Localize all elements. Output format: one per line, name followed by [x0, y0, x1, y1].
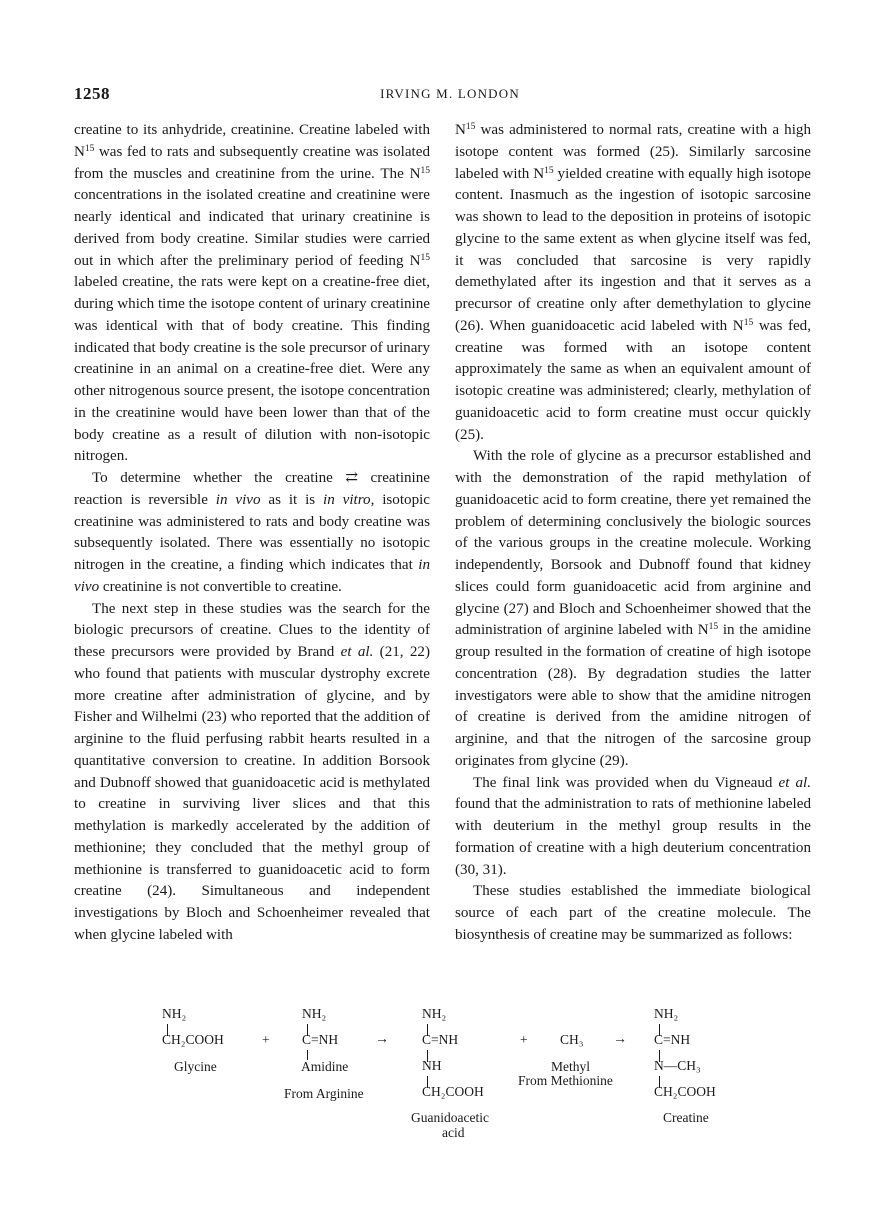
paragraph: The final link was provided when du Vigneaud et al. found that the administration to rats of methionine labeled with deuterium in the methyl group results in the formation of creatine with a high deuterium concentration (30, 31).	[455, 774, 811, 878]
page-number: 1258	[74, 84, 110, 103]
creatine-label: Creatine	[663, 1110, 709, 1125]
methyl-ch3: CH₃	[560, 1032, 584, 1047]
creatine-c-nh: C=NH	[654, 1032, 691, 1047]
amidine-c-nh: C=NH	[302, 1032, 339, 1047]
creatine-n-ch3: N—CH₃	[654, 1058, 701, 1073]
methyl-label: Methyl	[551, 1059, 590, 1074]
guanidoacetic-label-acid: acid	[442, 1125, 465, 1140]
methyl-source: From Methionine	[518, 1073, 613, 1088]
guanidoacetic-label: Guanidoacetic	[411, 1110, 489, 1125]
guanidoacetic-nh: NH	[422, 1058, 442, 1073]
glycine-ch2cooh: CH₂COOH	[162, 1032, 224, 1047]
glycine-label: Glycine	[174, 1059, 217, 1074]
amidine-label: Amidine	[301, 1059, 349, 1074]
page-header	[74, 84, 826, 108]
left-column	[74, 120, 430, 947]
paragraph: These studies established the immediate biological source of each part of the creatine molecule. The biosynthesis of creatine may be summarized as follows:	[455, 883, 811, 943]
glycine-nh2: NH₂	[162, 1006, 187, 1021]
guanidoacetic-c-nh: C=NH	[422, 1032, 459, 1047]
creatine-nh2: NH₂	[654, 1006, 679, 1021]
paragraph: The next step in these studies was the search for the biologic precursors of creatine. Clues to the identity of these precursors were provided by Brand et al. (21, 22) who found that patients with muscular dystrophy excrete more creatine after administration of glycine, and by Fisher and Wilhelmi (23) who reported that the addition of arginine to the fluid perfusing rabbit hearts resulted in a quantitative conversion to creatine. In addition Borsook and Dubnoff showed that guanidoacetic acid is methylated to creatine in surviving liver slices and that this methylation is markedly accelerated by the addition of methionine; they concluded that the methyl group of methionine is transferred to guanidoacetic acid to form creatine (24). Simultaneous and independent investigations by Bloch and Schoenheimer revealed that when glycine labeled with	[74, 600, 430, 943]
creatine-biosynthesis-scheme	[0, 1005, 880, 1155]
right-column	[455, 120, 811, 947]
running-head: IRVING M. LONDON	[380, 86, 520, 101]
plus-sign: +	[520, 1032, 528, 1047]
paragraph: creatine to its anhydride, creatinine. Creatine labeled with $N^{15}$ was fed to rats and subsequently creatine was isolated from the muscles and creatinine from the urine. The $N^{15}$ concentrations in the isolated creatine and creatinine were nearly identical and indicated that urinary creatinine is derived from body creatine. Similar studies were carried out in which after the preliminary period of feeding $N^{15}$ labeled creatine, the rats were kept on a creatine-free diet, during which time the isotope content of urinary creatinine was identical with that of body creatine. This finding indicated that body creatine is the sole precursor of urinary creatinine in an animal on a creatine-free diet. Were any other nitrogenous source present, the isotope concentration in the creatinine would have been lower than that of the body creatine as a result of dilution with non-isotopic nitrogen.	[74, 122, 430, 465]
paragraph: $N^{15}$ was administered to normal rats, creatine with a high isotope content was formed (25). Similarly sarcosine labeled with $N^{15}$ yielded creatine with equally high isotope content. Inasmuch as the ingestion of isotopic sarcosine was shown to lead to the deposition in proteins of isotopic glycine to the same extent as when glycine itself was fed, it was concluded that sarcosine is very rapidly demethylated after its ingestion and that it serves as a precursor of creatine only after demethylation to glycine (26). When guanidoacetic acid labeled with $N^{15}$ was fed, creatine was formed with an isotope content approximately the same as when an equivalent amount of isotopic creatine was administered; clearly, methylation of guanidoacetic acid to form creatine must occur quickly (25).	[455, 122, 811, 443]
paragraph: With the role of glycine as a precursor established and with the demonstration of the rapid methylation of guanidoacetic acid to form creatine, there yet remained the problem of determining conclusively the biologic sources of the various groups in the creatine molecule. Working independently, Borsook and Dubnoff found that kidney slices could form guanidoacetic acid from arginine and glycine (27) and Bloch and Schoenheimer showed that the administration of arginine labeled with $N^{15}$ in the amidine group resulted in the formation of creatine of high isotope concentration (28). By degradation studies the latter investigators were able to show that the amidine nitrogen of creatine is derived from the amidine nitrogen of arginine, and that the nitrogen of the sarcosine group originates from glycine (29).	[455, 448, 811, 769]
paragraph: To determine whether the creatine ⇄ creatinine reaction is reversible in vivo as it is in vitro, isotopic creatinine was administered to rats and body creatine was subsequently isolated. There was essentially no isotopic nitrogen in the creatine, a finding which indicates that in vivo creatinine is not convertible to creatine.	[74, 470, 431, 595]
guanidoacetic-nh2: NH₂	[422, 1006, 447, 1021]
amidine-source: From Arginine	[284, 1086, 364, 1101]
plus-sign: +	[262, 1032, 270, 1047]
reaction-arrow: →	[613, 1032, 627, 1047]
creatine-ch2cooh: CH₂COOH	[654, 1084, 716, 1099]
amidine-nh2: NH₂	[302, 1006, 327, 1021]
reaction-arrow: →	[375, 1032, 389, 1047]
guanidoacetic-ch2cooh: CH₂COOH	[422, 1084, 484, 1099]
